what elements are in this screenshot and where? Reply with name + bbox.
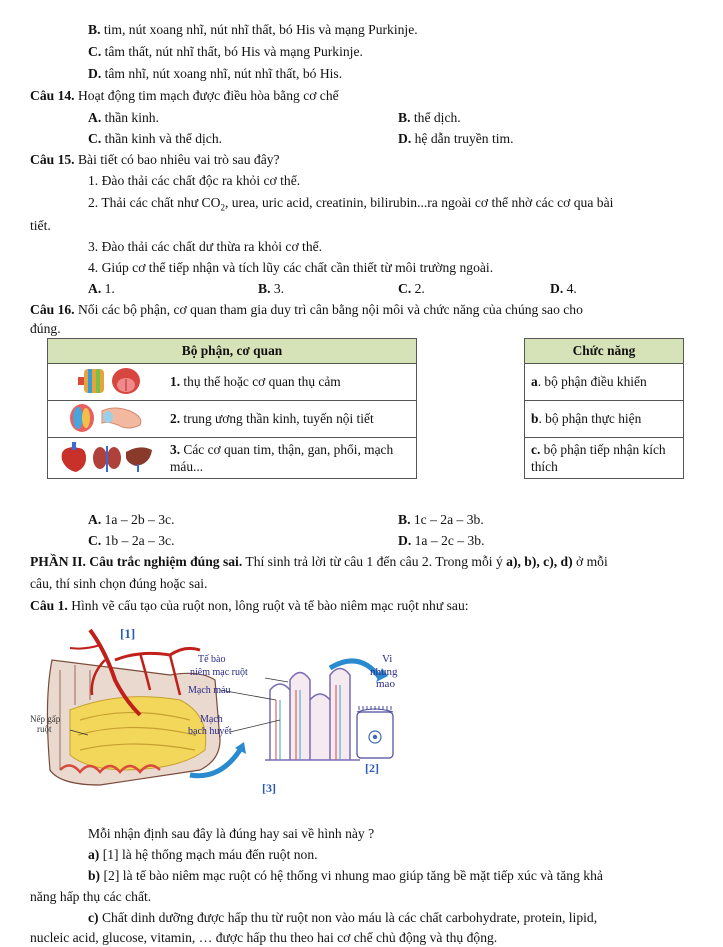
label-nep-gap: Nếp gấp xyxy=(30,714,61,724)
label-mao: mao xyxy=(376,678,395,690)
q16-stem: Câu 16. Nối các bộ phận, cơ quan tham gia duy trì cân bằng nội môi và chức năng của chúng sao cho xyxy=(30,302,583,317)
q15-item-1: 1. Đào thải các chất độc ra khỏi cơ thể. xyxy=(88,173,301,188)
q15-option-d: D. 4. xyxy=(550,281,577,296)
organs-row-3: 3. Các cơ quan tim, thận, gan, phổi, mạch máu... xyxy=(164,438,417,479)
q15-option-b: B. 3. xyxy=(258,281,285,296)
part2-intro-cont: câu, thí sinh chọn đúng hoặc sai. xyxy=(30,576,208,591)
q14-option-b: B. thể dịch. xyxy=(398,110,461,125)
q13-option-d: D. tâm nhĩ, nút xoang nhĩ, nút nhĩ thất, bó His. xyxy=(88,66,343,81)
functions-table-header: Chức năng xyxy=(525,339,684,364)
label-3: [3] xyxy=(262,781,276,795)
statement-b: b) [2] là tế bào niêm mạc ruột có hệ thống vi nhung mao giúp tăng bề mặt tiếp xúc và tăng khả xyxy=(88,868,603,883)
q15-item-3: 3. Đào thải các chất dư thừa ra khỏi cơ thể. xyxy=(88,239,323,254)
label-te-bao: Tế bào xyxy=(198,654,226,665)
label-bach-huyet: bạch huyết xyxy=(188,726,232,737)
organs-row-1: 1. thụ thể hoặc cơ quan thụ cảm xyxy=(164,364,417,401)
part2-header: PHẦN II. Câu trắc nghiệm đúng sai. Thí sinh trả lời từ câu 1 đến câu 2. Trong mỗi ý a), b), c), d) ở mỗi xyxy=(30,554,608,569)
label-mach: Mạch xyxy=(200,714,223,725)
label-mach-mau: Mạch máu xyxy=(188,685,231,696)
statement-c: c) Chất dinh dưỡng được hấp thu từ ruột non vào máu là các chất carbohydrate, protein, lipid, xyxy=(88,910,598,925)
label-vi: Vi xyxy=(382,653,393,665)
functions-row-a: a. bộ phận điều khiển xyxy=(525,364,684,401)
q13-option-c: C. tâm thất, nút nhĩ thất, bó His và mạng Purkinje. xyxy=(88,44,363,59)
q15-item-2-cont: tiết. xyxy=(30,218,51,233)
functions-row-b: b. bộ phận thực hiện xyxy=(525,401,684,438)
statement-a: a) [1] là hệ thống mạch máu đến ruột non. xyxy=(88,847,318,862)
q15-item-4: 4. Giúp cơ thể tiếp nhận và tích lũy các chất cần thiết từ môi trường ngoài. xyxy=(88,260,494,275)
organs-row-2: 2. trung ương thần kinh, tuyến nội tiết xyxy=(164,401,417,438)
q15-option-c: C. 2. xyxy=(398,281,425,296)
q15-stem: Câu 15. Bài tiết có bao nhiêu vai trò sau đây? xyxy=(30,152,280,167)
p2q1-question: Mỗi nhận định sau đây là đúng hay sai về hình này ? xyxy=(88,826,375,841)
organs-table-header: Bộ phận, cơ quan xyxy=(48,339,417,364)
q16-option-c: C. 1b – 2a – 3c. xyxy=(88,533,175,548)
label-niem-mac: niêm mạc ruột xyxy=(190,667,248,678)
statement-b-cont: năng hấp thụ các chất. xyxy=(30,889,152,904)
q16-option-d: D. 1a – 2c – 3b. xyxy=(398,533,485,548)
q16-stem-cont: đúng. xyxy=(30,321,61,336)
q16-option-b: B. 1c – 2a – 3b. xyxy=(398,512,484,527)
q14-option-d: D. hệ dẫn truyền tim. xyxy=(398,131,514,146)
statement-c-cont: nucleic acid, glucose, vitamin, … được hấp thu theo hai cơ chế chủ động và thụ động. xyxy=(30,930,498,945)
q14-stem: Câu 14. Hoạt động tim mạch được điều hòa bằng cơ chế xyxy=(30,88,339,103)
label-ruot: ruột xyxy=(37,724,52,734)
q14-option-a: A. thần kinh. xyxy=(88,110,159,125)
q15-item-2: 2. Thải các chất như $CO_2$, urea, uric acid, creatinin, bilirubin...ra ngoài cơ thể nhờ các cơ qua bài xyxy=(88,195,614,213)
receptor-illustration xyxy=(48,364,165,401)
q15-option-a: A. 1. xyxy=(88,281,115,296)
label-2: [2] xyxy=(365,761,379,775)
q16-option-a: A. 1a – 2b – 3c. xyxy=(88,512,175,527)
label-nhung: nhung xyxy=(370,666,398,678)
p2q1-stem: Câu 1. Hình vẽ cấu tạo của ruột non, lông ruột và tế bào niêm mạc ruột như sau: xyxy=(30,598,469,613)
organs-table xyxy=(47,338,417,479)
brain-gland-illustration xyxy=(48,401,165,438)
intestine-figure xyxy=(30,620,422,820)
q13-option-b: B. tim, nút xoang nhĩ, nút nhĩ thất, bó His và mạng Purkinje. xyxy=(88,22,418,37)
functions-row-c: c. bộ phận tiếp nhận kích thích xyxy=(525,438,684,479)
functions-table xyxy=(524,338,684,479)
label-1: [1] xyxy=(120,626,136,641)
organs-illustration xyxy=(48,438,165,479)
q14-option-c: C. thần kinh và thể dịch. xyxy=(88,131,223,146)
